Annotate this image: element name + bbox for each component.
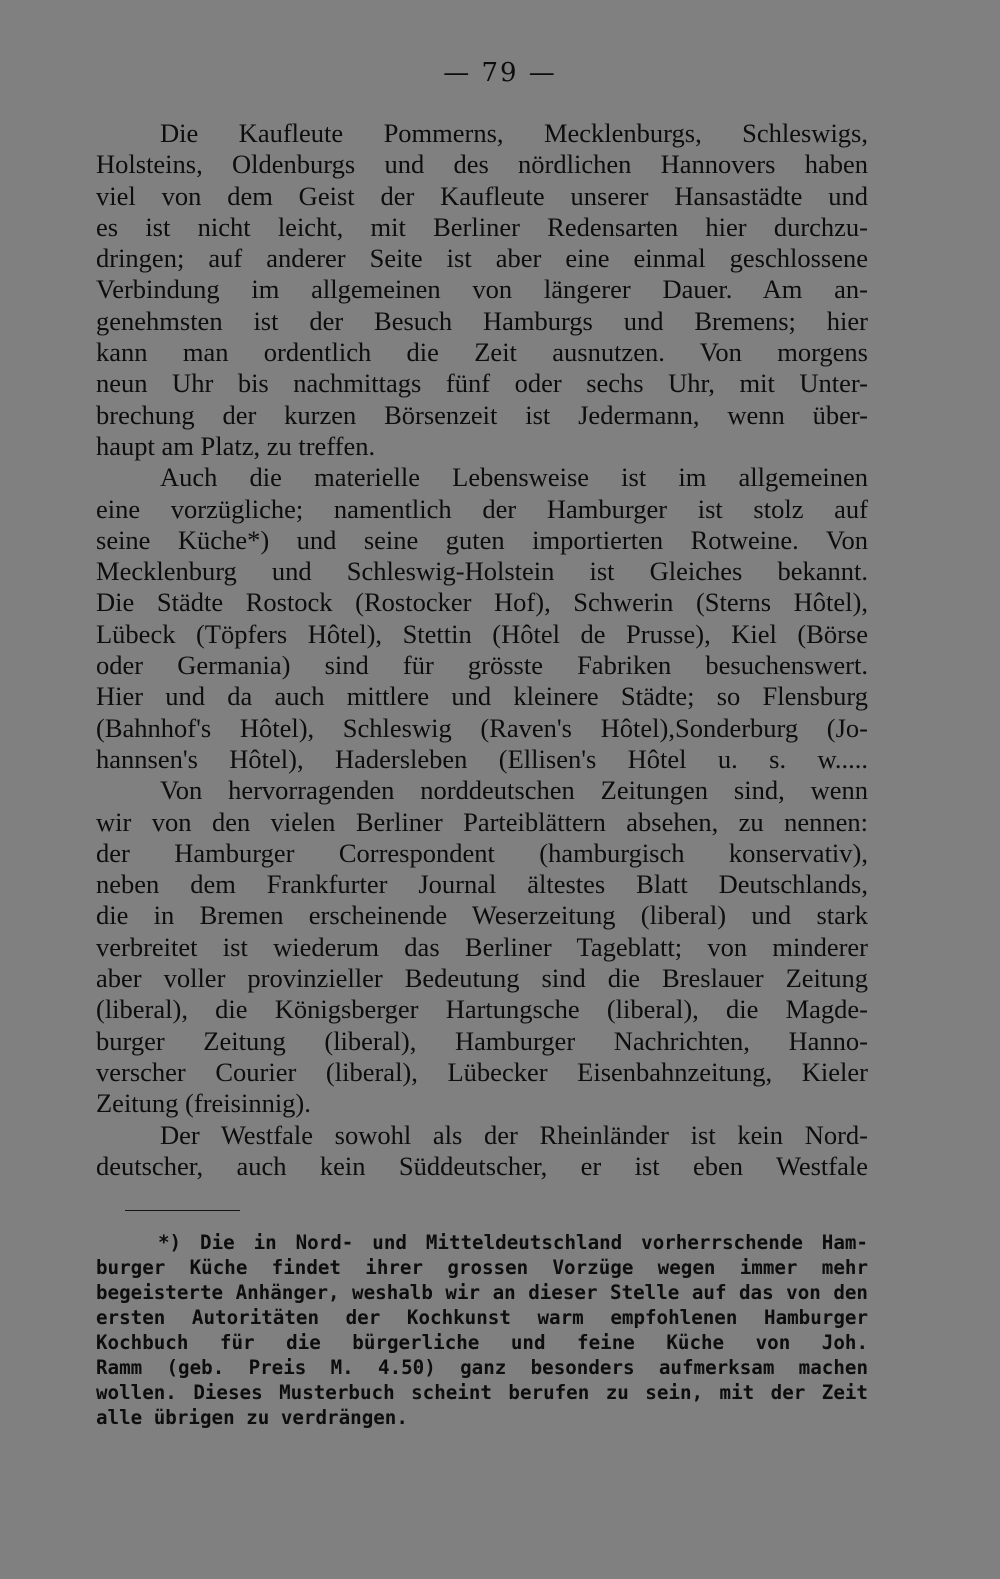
text-line: Holsteins, Oldenburgs und des nördlichen Hannovers haben — [96, 149, 868, 180]
text-line: neun Uhr bis nachmittags fünf oder sechs Uhr, mit Unter- — [96, 368, 868, 399]
page-number: — 79 — — [443, 58, 557, 88]
footnote-line: alle übrigen zu verdrängen. — [96, 1406, 408, 1429]
text-line: deutscher, auch kein Süddeutscher, er ist eben Westfale — [96, 1150, 868, 1181]
text-line: neben dem Frankfurter Journal ältestes Blatt Deutschlands, — [96, 869, 868, 900]
footnote-separator — [125, 1210, 240, 1211]
text-line: Zeitung (freisinnig). — [96, 1088, 311, 1119]
footnote-line: wollen. Dieses Musterbuch scheint berufen zu sein, mit der Zeit — [96, 1381, 868, 1404]
text-line: Hier und da auch mittlere und kleinere Städte; so Flensburg — [96, 681, 868, 712]
text-line: haupt am Platz, zu treffen. — [96, 430, 376, 461]
text-line: Der Westfale sowohl als der Rheinländer ist kein Nord- — [160, 1119, 868, 1150]
footnote-line: burger Küche findet ihrer grossen Vorzüge wegen immer mehr — [96, 1256, 868, 1279]
text-line: viel von dem Geist der Kaufleute unserer Hansastädte und — [96, 180, 868, 211]
text-line: seine Küche*) und seine guten importierten Rotweine. Von — [96, 524, 868, 555]
footnote-line: *) Die in Nord- und Mitteldeutschland vorherrschende Ham- — [158, 1231, 868, 1254]
text-line: Verbindung im allgemeinen von längerer Dauer. Am an- — [96, 274, 868, 305]
text-line: Von hervorragenden norddeutschen Zeitungen sind, wenn — [160, 775, 868, 806]
text-line: eine vorzügliche; namentlich der Hamburger ist stolz auf — [96, 493, 868, 524]
text-line: (Bahnhof's Hôtel), Schleswig (Raven's Hôtel),Sonderburg (Jo- — [96, 712, 868, 743]
text-line: verbreitet ist wiederum das Berliner Tageblatt; von minderer — [96, 931, 868, 962]
text-line: kann man ordentlich die Zeit ausnutzen. Von morgens — [96, 337, 868, 368]
text-line: (liberal), die Königsberger Hartungsche (liberal), die Magde- — [96, 994, 868, 1025]
text-line: dringen; auf anderer Seite ist aber eine einmal geschlossene — [96, 243, 868, 274]
text-line: es ist nicht leicht, mit Berliner Redensarten hier durchzu- — [96, 211, 868, 242]
text-line: Mecklenburg und Schleswig-Holstein ist Gleiches bekannt. — [96, 556, 868, 587]
text-line: Auch die materielle Lebensweise ist im allgemeinen — [160, 462, 868, 493]
text-line: der Hamburger Correspondent (hamburgisch konservativ), — [96, 837, 868, 868]
text-line: burger Zeitung (liberal), Hamburger Nachrichten, Hanno- — [96, 1025, 868, 1056]
footnote — [96, 1230, 868, 1430]
text-line: brechung der kurzen Börsenzeit ist Jedermann, wenn über- — [96, 399, 868, 430]
text-line: hannsen's Hôtel), Hadersleben (Ellisen's Hôtel u. s. w..... — [96, 743, 868, 774]
text-line: aber voller provinzieller Bedeutung sind die Breslauer Zeitung — [96, 963, 868, 994]
text-line: die in Bremen erscheinende Weserzeitung (liberal) und stark — [96, 900, 868, 931]
body-text — [96, 118, 868, 1182]
footnote-line: Kochbuch für die bürgerliche und feine Küche von Joh. — [96, 1331, 868, 1354]
text-line: genehmsten ist der Besuch Hamburgs und Bremens; hier — [96, 305, 868, 336]
text-line: Die Städte Rostock (Rostocker Hof), Schwerin (Sterns Hôtel), — [96, 587, 868, 618]
footnote-line: ersten Autoritäten der Kochkunst warm empfohlenen Hamburger — [96, 1306, 868, 1329]
text-line: oder Germania) sind für grösste Fabriken besuchenswert. — [96, 650, 868, 681]
text-line: wir von den vielen Berliner Parteiblättern absehen, zu nennen: — [96, 806, 868, 837]
text-line: Die Kaufleute Pommerns, Mecklenburgs, Schleswigs, — [160, 118, 868, 148]
text-line: verscher Courier (liberal), Lübecker Eisenbahnzeitung, Kieler — [96, 1056, 868, 1087]
footnote-line: begeisterte Anhänger, weshalb wir an dieser Stelle auf das von den — [96, 1281, 868, 1304]
text-line: Lübeck (Töpfers Hôtel), Stettin (Hôtel de Prusse), Kiel (Börse — [96, 618, 868, 649]
footnote-line: Ramm (geb. Preis M. 4.50) ganz besonders aufmerksam machen — [96, 1356, 868, 1379]
